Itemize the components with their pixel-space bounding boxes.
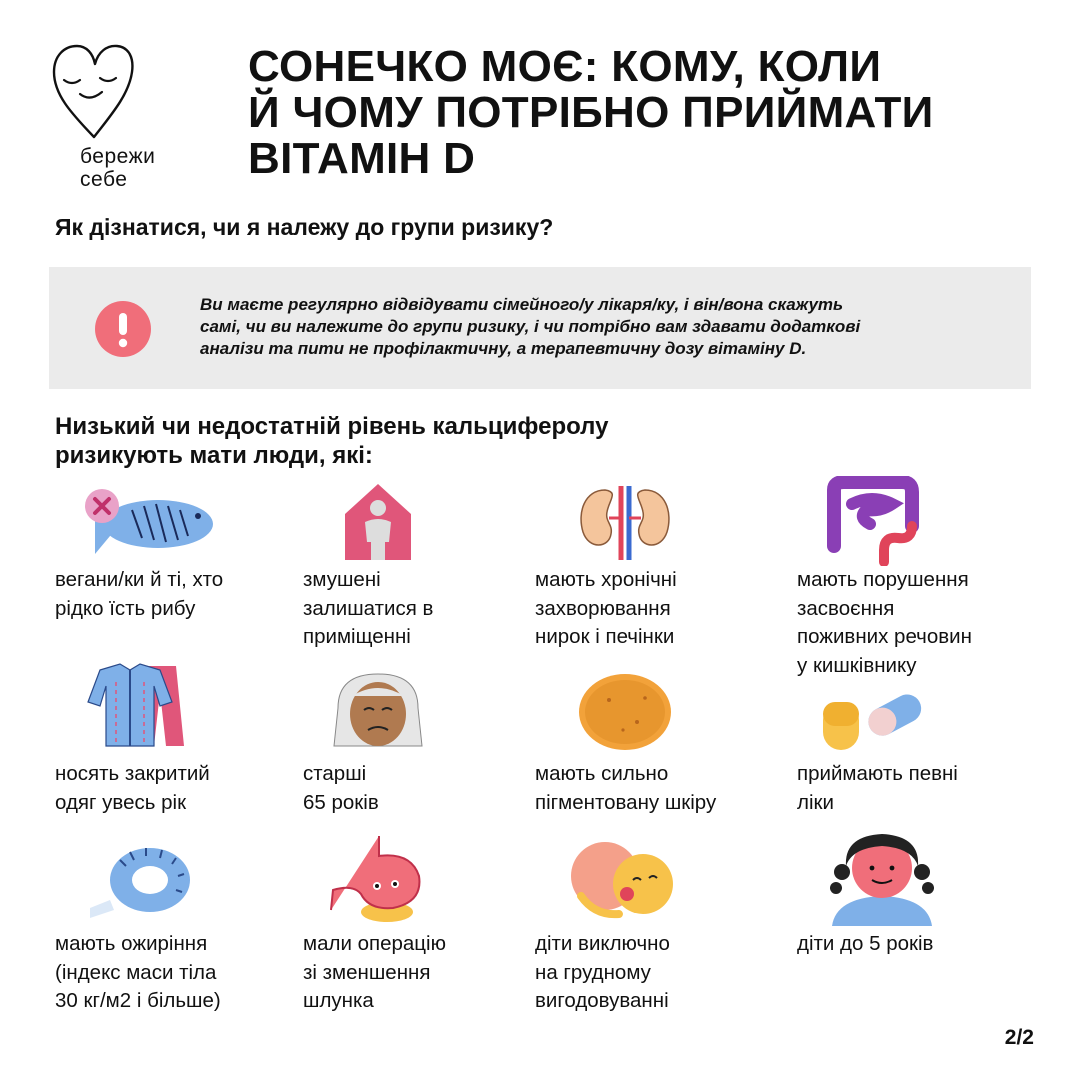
group-young-children bbox=[797, 826, 1047, 955]
group-indoors bbox=[303, 482, 553, 648]
title-line-1: СОНЕЧКО МОЄ: КОМУ, КОЛИ bbox=[248, 42, 882, 91]
group-label: мали операцію зі зменшення шлунка bbox=[303, 932, 446, 1012]
title-line-3: ВІТАМІН D bbox=[248, 134, 476, 183]
note-line-1: Ви маєте регулярно відвідувати сімейного/у лікаря/ку, і він/вона скажуть bbox=[200, 295, 844, 314]
page-title bbox=[248, 44, 1048, 182]
stomach-icon bbox=[323, 832, 553, 924]
group-label: діти до 5 років bbox=[797, 932, 934, 955]
note-line-2: самі, чи ви належите до групи ризику, і чи потрібно вам здавати додаткові bbox=[200, 317, 861, 336]
group-label: діти виключно на грудному вигодовуванні bbox=[535, 932, 670, 1012]
group-label: мають хронічні захворювання нирок і печінки bbox=[535, 568, 677, 648]
child-icon bbox=[822, 826, 1047, 926]
measuring-tape-icon bbox=[80, 840, 305, 920]
page-number: 2/2 bbox=[1004, 1026, 1034, 1049]
group-skin bbox=[535, 670, 785, 814]
fish-crossed-icon bbox=[80, 482, 305, 562]
group-elderly bbox=[303, 668, 553, 814]
risk-question: Як дізнатися, чи я належу до групи ризику? bbox=[55, 214, 554, 240]
note-text bbox=[200, 294, 980, 360]
info-note bbox=[49, 267, 1031, 389]
risk-heading-line-2: ризикують мати люди, які: bbox=[55, 442, 373, 469]
note-line-3: аналізи та пити не профілактичну, а терапевтичну дозу вітаміну D. bbox=[200, 339, 807, 358]
group-label: приймають певні ліки bbox=[797, 762, 958, 814]
group-medication bbox=[797, 684, 1047, 814]
closed-clothes-icon bbox=[80, 662, 305, 752]
group-label: носять закритий одяг увесь рік bbox=[55, 762, 210, 814]
brand-line-2: себе bbox=[80, 168, 128, 191]
group-label: старші 65 років bbox=[303, 762, 379, 814]
brand-line-1: бережи bbox=[80, 145, 156, 168]
person-in-house-icon bbox=[343, 482, 553, 562]
group-breastfed bbox=[535, 836, 785, 1012]
pills-icon bbox=[817, 684, 1047, 754]
group-label: змушені залишатися в приміщенні bbox=[303, 568, 434, 648]
group-label: мають порушення засвоєння поживних речовин у кишківнику bbox=[797, 568, 972, 677]
group-label: мають сильно пігментовану шкіру bbox=[535, 762, 717, 814]
group-obesity bbox=[55, 840, 305, 1012]
heart-face-icon bbox=[50, 42, 140, 142]
intestine-icon bbox=[822, 476, 1047, 566]
group-vegans bbox=[55, 482, 305, 620]
risk-heading-line-1: Низький чи недостатній рівень кальциферолу bbox=[55, 413, 609, 440]
kidneys-icon bbox=[575, 482, 785, 562]
risk-groups-heading bbox=[55, 412, 608, 470]
brand-name bbox=[80, 145, 155, 191]
brand-logo bbox=[50, 42, 180, 192]
group-stomach-surgery bbox=[303, 832, 553, 1012]
breastfeeding-icon bbox=[565, 836, 785, 924]
pigmented-skin-icon bbox=[575, 670, 785, 752]
title-line-2: Й ЧОМУ ПОТРІБНО ПРИЙМАТИ bbox=[248, 88, 934, 137]
group-intestine bbox=[797, 476, 1047, 677]
group-kidneys bbox=[535, 482, 785, 648]
group-label: вегани/ки й ті, хто рідко їсть рибу bbox=[55, 568, 224, 620]
exclamation-icon bbox=[94, 300, 152, 363]
elderly-face-icon bbox=[328, 668, 553, 752]
group-label: мають ожиріння (індекс маси тіла 30 кг/м2 і більше) bbox=[55, 932, 221, 1012]
group-clothes bbox=[55, 662, 305, 814]
